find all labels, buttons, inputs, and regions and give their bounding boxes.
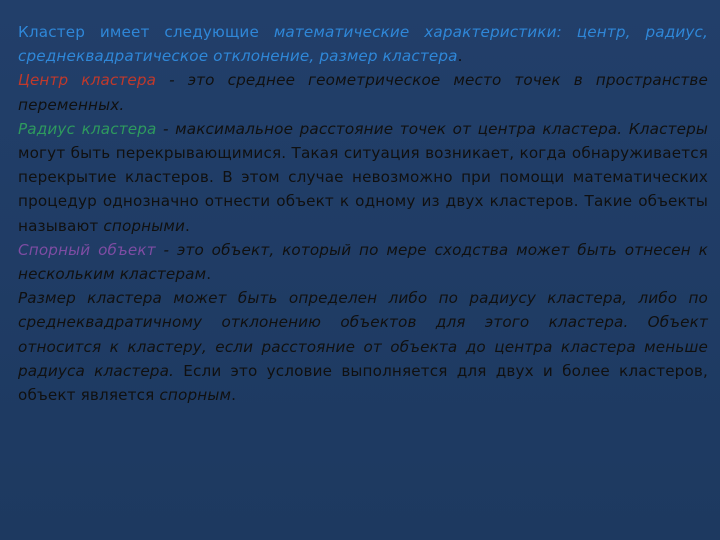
paragraph-disputed-object	[18, 238, 708, 286]
definition-disputed-object: - это объект, который по мере сходства может быть отнесен к нескольким кластерам	[18, 240, 708, 284]
characteristics-list: математические характеристики: центр, радиус, среднеквадратическое отклонение, размер кластера	[18, 23, 709, 66]
slide-text-body	[18, 20, 708, 407]
definition-cluster-radius: - максимальное расстояние точек от центра кластера.	[156, 119, 629, 138]
term-center-link: центра кластера	[494, 337, 636, 356]
definition-cluster-center: - это среднее геометрическое место точек в пространстве переменных.	[18, 71, 708, 114]
term-clusters: Кластеры	[628, 119, 708, 138]
condition-text: Если это условие выполняется для двух и более кластеров, объект является	[18, 361, 708, 405]
characteristics-intro: Кластер имеет следующие	[18, 23, 274, 41]
cluster-size-text: Размер кластера может быть определен либо по радиусу кластера, либо по среднеквадратичному отклонению объектов для этого кластера. Объект относится к кластеру, если расстояние от объекта до	[18, 289, 708, 356]
term-cluster-center: Центр кластера	[18, 71, 157, 90]
term-disputed-object: Спорный объект	[18, 240, 156, 259]
term-cluster-radius: Радиус кластера	[18, 119, 157, 138]
final-period: .	[231, 386, 237, 405]
overlap-period: .	[185, 216, 191, 235]
paragraph-cluster-size	[18, 286, 708, 407]
overlap-explanation: могут быть перекрывающимися. Такая ситуация возникает, когда обнаруживается перекрытие кластеров. В этом случае невозможно при помощи математических процедур однозначно отнести объект к одному из двух кластеров. Такие объекты называют	[18, 144, 708, 235]
paragraph-characteristics	[18, 20, 708, 68]
radius-comparison: меньше радиуса кластера.	[18, 337, 708, 380]
term-disputed-final: спорным	[159, 386, 232, 405]
paragraph-cluster-radius	[18, 117, 708, 238]
disputed-period: .	[206, 265, 212, 284]
paragraph-cluster-center	[18, 68, 708, 116]
characteristics-period: .	[457, 47, 463, 66]
term-disputed: спорными	[103, 216, 186, 235]
